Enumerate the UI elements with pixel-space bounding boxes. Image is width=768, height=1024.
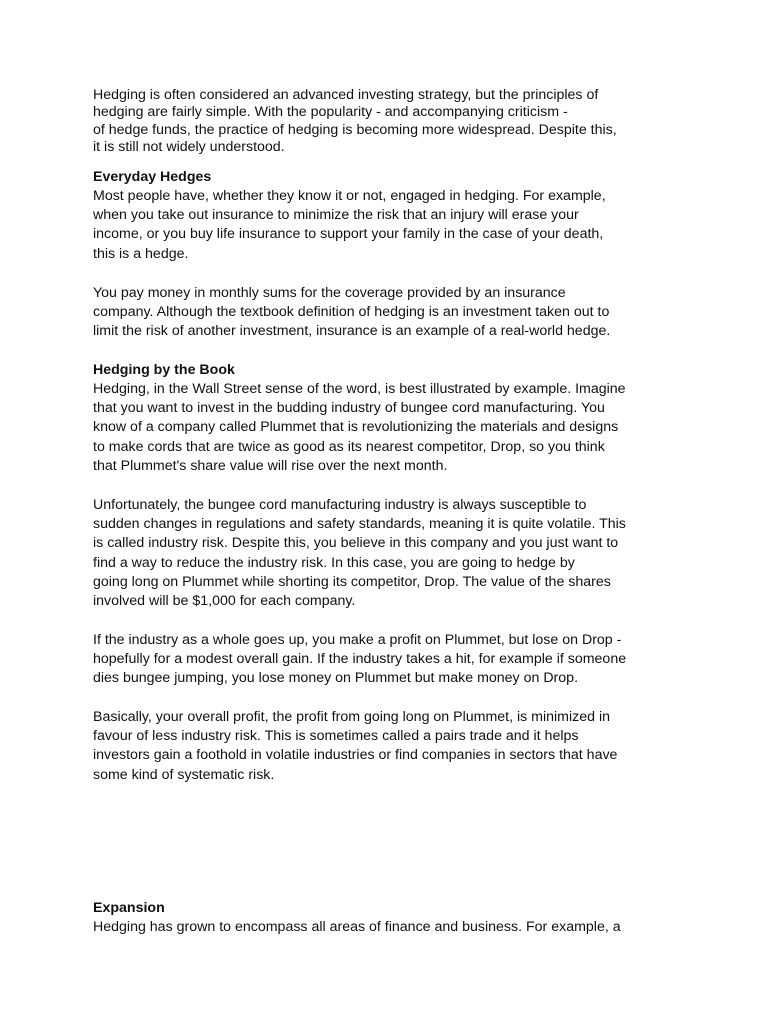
text-line: limit the risk of another investment, insurance is an example of a real-world hedge. [93, 323, 611, 340]
text-line: sudden changes in regulations and safety standards, meaning it is quite volatile. This [93, 516, 626, 533]
text-line: If the industry as a whole goes up, you make a profit on Plummet, but lose on Drop - [93, 632, 622, 648]
section-heading-everyday-hedges [93, 168, 683, 187]
book-paragraph-2 [93, 496, 683, 611]
text-line: hedging are fairly simple. With the popularity - and accompanying criticism - [93, 104, 568, 121]
text-line: know of a company called Plummet that is revolutionizing the materials and designs [93, 419, 619, 436]
heading-text: Expansion [93, 900, 165, 916]
book-paragraph-4 [93, 708, 683, 785]
intro-paragraph [93, 87, 683, 156]
text-line: company. Although the textbook definition of hedging is an investment taken out to [93, 304, 610, 321]
text-line: this is a hedge. [93, 245, 189, 262]
text-line: some kind of systematic risk. [93, 766, 275, 783]
text-line: hopefully for a modest overall gain. If the industry takes a hit, for example if someone [93, 651, 627, 668]
text-line: find a way to reduce the industry risk. In this case, you are going to hedge by [93, 554, 575, 571]
text-line: Unfortunately, the bungee cord manufacturing industry is always susceptible to [93, 497, 587, 513]
heading-text: Hedging by the Book [93, 362, 235, 378]
text-line: it is still not widely understood. [93, 138, 285, 155]
text-line: to make cords that are twice as good as its nearest competitor, Drop, so you think [93, 438, 605, 455]
text-line: Hedging is often considered an advanced investing strategy, but the principles of [93, 87, 599, 103]
text-line: dies bungee jumping, you lose money on Plummet but make money on Drop. [93, 670, 579, 687]
everyday-paragraph-1 [93, 187, 683, 264]
text-line: of hedge funds, the practice of hedging is becoming more widespread. Despite this, [93, 121, 617, 138]
text-line: that you want to invest in the budding industry of bungee cord manufacturing. You [93, 400, 605, 417]
section-heading-expansion [93, 899, 683, 918]
expansion-paragraph-1 [93, 918, 683, 937]
text-line: is called industry risk. Despite this, you believe in this company and you just want to [93, 535, 619, 552]
text-line: favour of less industry risk. This is sometimes called a pairs trade and it helps [93, 728, 579, 745]
everyday-paragraph-2 [93, 284, 683, 342]
text-line: Most people have, whether they know it or not, engaged in hedging. For example, [93, 188, 606, 204]
text-line: that Plummet's share value will rise over the next month. [93, 457, 448, 474]
section-heading-hedging-by-the-book [93, 361, 683, 380]
text-line: Basically, your overall profit, the profit from going long on Plummet, is minimized in [93, 709, 611, 725]
text-line: investors gain a foothold in volatile industries or find companies in sectors that have [93, 747, 618, 764]
text-line: when you take out insurance to minimize the risk that an injury will erase your [93, 207, 579, 224]
text-line: going long on Plummet while shorting its competitor, Drop. The value of the shares [93, 573, 611, 590]
text-line: income, or you buy life insurance to support your family in the case of your death, [93, 226, 604, 243]
text-line: Hedging has grown to encompass all areas of finance and business. For example, a [93, 919, 621, 935]
heading-text: Everyday Hedges [93, 169, 212, 185]
text-line: involved will be $1,000 for each company. [93, 593, 356, 610]
book-paragraph-1 [93, 380, 683, 476]
book-paragraph-3 [93, 631, 683, 689]
text-line: Hedging, in the Wall Street sense of the word, is best illustrated by example. Imagine [93, 381, 626, 397]
text-line: You pay money in monthly sums for the coverage provided by an insurance [93, 285, 566, 301]
